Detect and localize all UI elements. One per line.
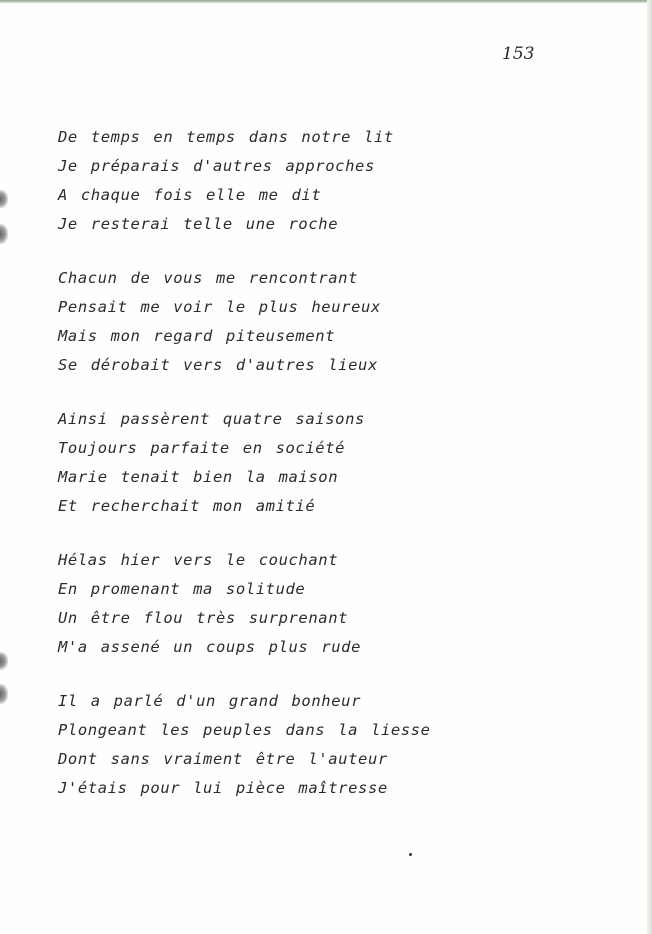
- binding-mark-lower-2: [0, 684, 8, 704]
- poem-line: Et recherchait mon amitié: [58, 497, 316, 515]
- poem-line: Marie tenait bien la maison: [58, 468, 339, 486]
- poem: [58, 123, 618, 828]
- binding-mark-upper: [0, 190, 8, 208]
- poem-line: Se dérobait vers d'autres lieux: [58, 356, 378, 374]
- poem-line: Ainsi passèrent quatre saisons: [58, 410, 365, 428]
- poem-line: De temps en temps dans notre lit: [58, 128, 394, 146]
- poem-line: Il a parlé d'un grand bonheur: [58, 692, 362, 710]
- poem-line: M'a assené un coups plus rude: [58, 638, 362, 656]
- poem-line: En promenant ma solitude: [58, 580, 306, 598]
- stanza-3: [58, 405, 618, 521]
- poem-line: Chacun de vous me rencontrant: [58, 269, 359, 287]
- stanza-1: [58, 123, 618, 239]
- poem-line: Je resterai telle une roche: [58, 215, 339, 233]
- binding-mark-lower: [0, 652, 8, 670]
- poem-line: Pensait me voir le plus heureux: [58, 298, 381, 316]
- poem-line: Toujours parfaite en société: [58, 439, 346, 457]
- poem-line: Plongeant les peuples dans la liesse: [58, 721, 431, 739]
- stanza-5: [58, 687, 618, 803]
- ink-speck: [409, 853, 412, 856]
- poem-line: J'étais pour lui pièce maîtresse: [58, 779, 388, 797]
- poem-line: Un être flou très surprenant: [58, 609, 349, 627]
- stanza-4: [58, 546, 618, 662]
- page-number: 153: [502, 44, 535, 64]
- binding-mark-upper-2: [0, 224, 8, 244]
- poem-line: Je préparais d'autres approches: [58, 157, 375, 175]
- page-right-edge: [647, 0, 652, 934]
- poem-line: Hélas hier vers le couchant: [58, 551, 339, 569]
- poem-line: Mais mon regard piteusement: [58, 327, 336, 345]
- page-top-edge: [0, 0, 652, 3]
- stanza-2: [58, 264, 618, 380]
- poem-line: A chaque fois elle me dit: [58, 186, 322, 204]
- poem-line: Dont sans vraiment être l'auteur: [58, 750, 388, 768]
